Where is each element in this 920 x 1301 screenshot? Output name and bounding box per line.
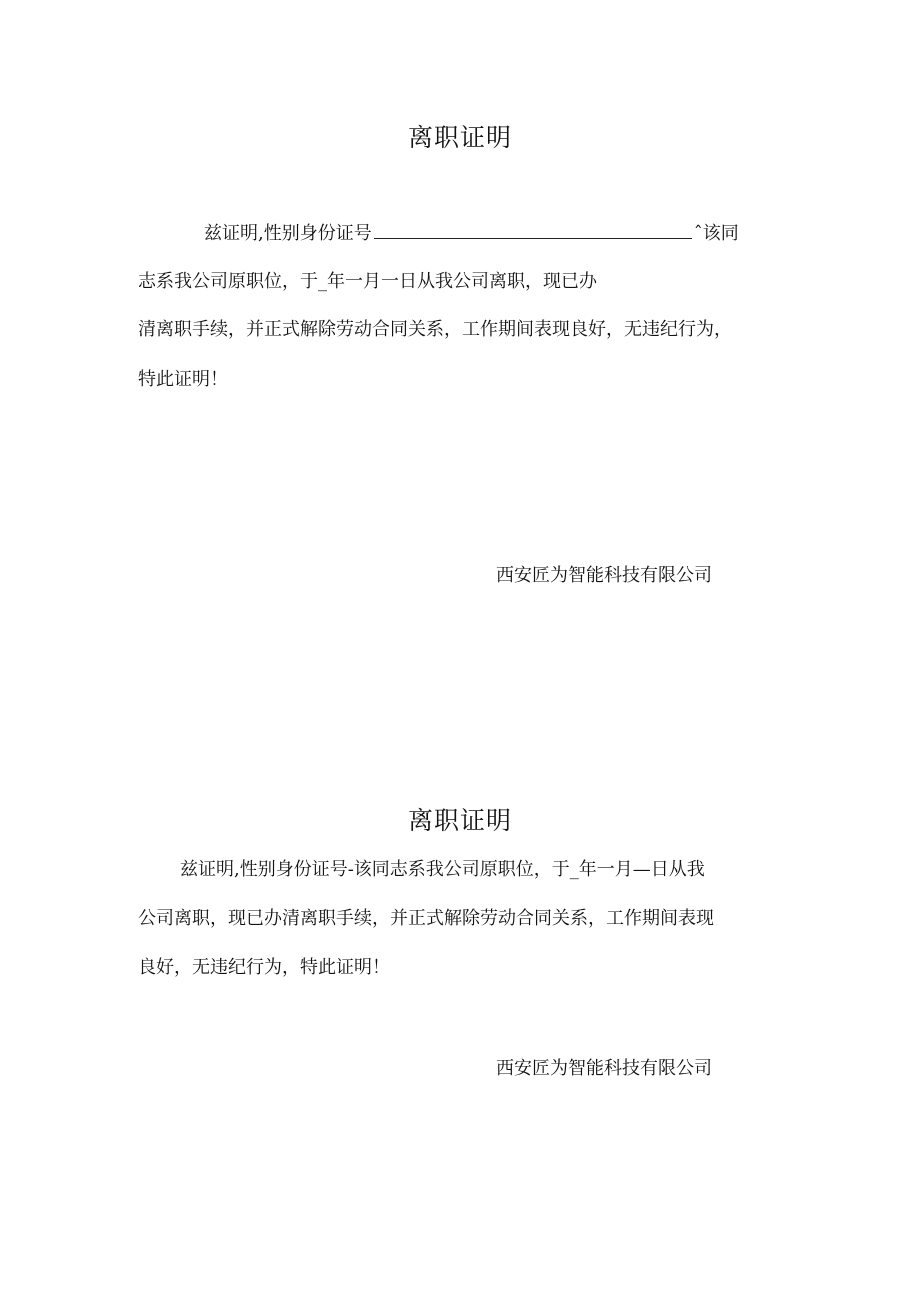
certificate-2-line-1: 兹证明,性别身份证号-该同志系我公司原职位，于_年一月—日从我 xyxy=(180,859,705,880)
certificate-1-line-4: 特此证明！ xyxy=(138,369,228,390)
certificate-2-line-2: 公司离职，现已办清离职手续，并正式解除劳动合同关系，工作期间表现 xyxy=(138,908,714,929)
certificate-2-line-3: 良好，无违纪行为，特此证明！ xyxy=(138,957,390,978)
certificate-1-line-1 xyxy=(204,222,739,246)
id-number-blank xyxy=(374,222,692,239)
certificate-1-line-1-text: 兹证明,性别身份证号 xyxy=(204,223,372,244)
certificate-1-title: 离职证明 xyxy=(407,123,512,152)
certificate-2-company-signature: 西安匠为智能科技有限公司 xyxy=(496,1058,712,1079)
certificate-1-line-2: 志系我公司原职位，于_年一月一日从我公司离职，现已办 xyxy=(138,271,597,292)
certificate-1-line-1-tail: ˆ该同 xyxy=(693,223,739,244)
certificate-1-company-signature: 西安匠为智能科技有限公司 xyxy=(496,565,712,586)
certificate-2-title: 离职证明 xyxy=(407,806,512,835)
certificate-1-line-3: 清离职手续，并正式解除劳动合同关系，工作期间表现良好，无违纪行为， xyxy=(138,319,732,340)
